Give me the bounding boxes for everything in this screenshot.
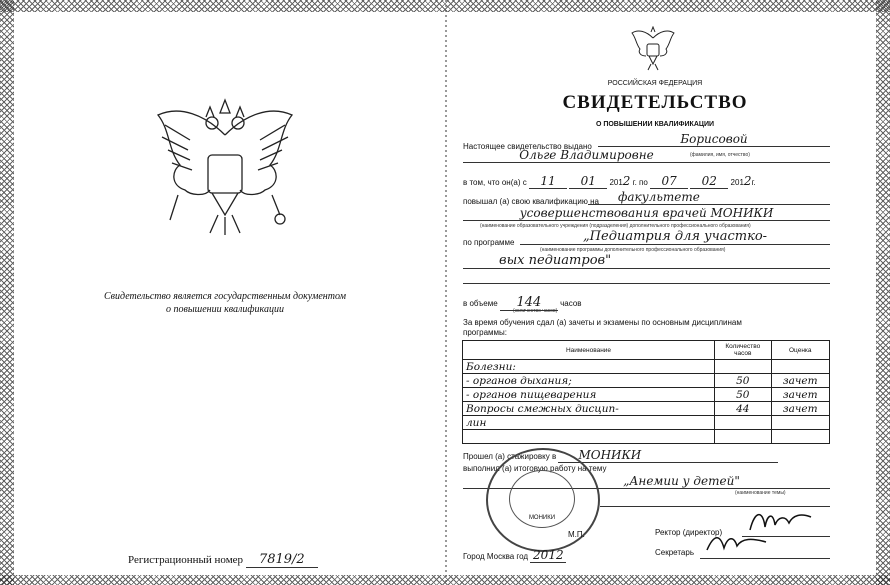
table-row bbox=[463, 416, 830, 430]
date-to-label: г. по bbox=[632, 178, 648, 187]
row-grade bbox=[771, 416, 829, 430]
dates-label: в том, что он(а) с bbox=[463, 178, 527, 187]
row-name: Болезни: bbox=[463, 360, 715, 374]
ornamental-border-right bbox=[876, 0, 890, 585]
header-grade: Оценка bbox=[771, 341, 829, 360]
page-fold bbox=[445, 0, 447, 585]
statement-line-1: Свидетельство является государственным документом bbox=[104, 291, 346, 302]
thesis-value: „Анемии у детей" bbox=[463, 474, 830, 489]
row-name: лин bbox=[463, 416, 715, 430]
registration-number: 7819/2 bbox=[246, 552, 318, 568]
volume-label: в объеме bbox=[463, 299, 498, 308]
table-row bbox=[463, 388, 830, 402]
secretary-signature-icon bbox=[702, 528, 772, 558]
exams-text-line-1: За время обучения сдал (а) зачеты и экзамены по основным дисциплинам bbox=[463, 318, 742, 327]
faculty-line-2: усовершенствования врачей МОНИКИ bbox=[463, 206, 830, 221]
header-hours: Количество часов bbox=[715, 341, 771, 360]
program-hint: (наименование программы дополнительного профессионального образования) bbox=[540, 247, 726, 253]
row-name: Вопросы смежных дисцип- bbox=[463, 402, 715, 416]
exams-text-line-2: программы: bbox=[463, 328, 508, 337]
thesis-label: выполнил (а) итоговую работу на тему bbox=[463, 464, 607, 473]
blank-line bbox=[463, 282, 830, 284]
row-name: - органов пищеварения bbox=[463, 388, 715, 402]
row-grade: зачет bbox=[771, 402, 829, 416]
year-to: 2 bbox=[743, 174, 752, 188]
registration-label: Регистрационный номер bbox=[128, 554, 244, 566]
date-from-month: 01 bbox=[569, 174, 607, 189]
disciplines-table bbox=[462, 340, 830, 444]
table-header-row bbox=[463, 341, 830, 360]
date-from-day: 11 bbox=[529, 174, 567, 189]
stamp-text: МОНИКИ bbox=[528, 515, 556, 521]
table-row bbox=[463, 402, 830, 416]
city-year: 2012 bbox=[530, 548, 566, 563]
year-to-suffix: г. bbox=[751, 178, 756, 187]
header-name: Наименование bbox=[463, 341, 715, 360]
coat-of-arms-large-icon bbox=[150, 95, 300, 240]
statement-line-2: о повышении квалификации bbox=[166, 304, 284, 315]
mp-label: М.П. bbox=[568, 530, 585, 539]
row-hours: 50 bbox=[715, 374, 771, 388]
ornamental-border-left bbox=[0, 0, 14, 585]
row-name: - органов дыхания; bbox=[463, 374, 715, 388]
country-name: РОССИЙСКАЯ ФЕДЕРАЦИЯ bbox=[607, 80, 703, 87]
registration-row bbox=[128, 552, 318, 568]
faculty-line-1: факультете bbox=[588, 190, 830, 205]
row-hours bbox=[715, 360, 771, 374]
certificate-title: СВИДЕТЕЛЬСТВО bbox=[562, 92, 748, 113]
city-row bbox=[463, 548, 566, 563]
year-to-prefix: 201 bbox=[730, 178, 744, 187]
city-year-label: год bbox=[516, 552, 529, 561]
year-from: 2 bbox=[622, 174, 631, 188]
row-hours: 50 bbox=[715, 388, 771, 402]
issued-label: Настоящее свидетельство выдано bbox=[463, 142, 592, 151]
hours-label: часов bbox=[560, 299, 582, 308]
thesis-hint: (наименование темы) bbox=[735, 490, 786, 496]
table-row bbox=[463, 374, 830, 388]
internship-label: Прошел (а) стажировку в bbox=[463, 452, 557, 461]
certificate-subtitle: О ПОВЫШЕНИИ КВАЛИФИКАЦИИ bbox=[595, 121, 715, 128]
row-name bbox=[463, 430, 715, 444]
date-to-day: 07 bbox=[650, 174, 688, 189]
row-hours: 44 bbox=[715, 402, 771, 416]
table-row bbox=[463, 430, 830, 444]
row-hours bbox=[715, 416, 771, 430]
secretary-label: Секретарь bbox=[655, 548, 694, 557]
year-from-prefix: 201 bbox=[609, 178, 623, 187]
institution-hint: (наименование образовательного учреждения (подразделения) дополнительного профессионального образования) bbox=[480, 223, 751, 229]
dates-row bbox=[463, 174, 833, 189]
fio-hint: (фамилия, имя, отчество) bbox=[690, 152, 750, 158]
row-grade bbox=[771, 360, 829, 374]
city-label: Город Москва bbox=[463, 552, 515, 561]
volume-value: 144 bbox=[500, 295, 558, 311]
recipient-name: Ольге Владимировне bbox=[463, 148, 830, 163]
program-line-2: вых педиатров" bbox=[463, 253, 830, 269]
date-to-month: 02 bbox=[690, 174, 728, 189]
secretary-line bbox=[700, 557, 830, 559]
row-grade bbox=[771, 430, 829, 444]
program-label: по программе bbox=[463, 238, 515, 247]
row-hours bbox=[715, 430, 771, 444]
row-grade: зачет bbox=[771, 388, 829, 402]
improved-label: повышал (а) свою квалификацию на bbox=[463, 197, 599, 206]
row-grade: зачет bbox=[771, 374, 829, 388]
internship-value: МОНИКИ bbox=[558, 448, 778, 463]
table-row bbox=[463, 360, 830, 374]
program-line-1: „Педиатрия для участко- bbox=[520, 229, 830, 245]
coat-of-arms-small-icon bbox=[630, 26, 676, 72]
hours-hint: (количество часов) bbox=[513, 308, 558, 314]
rector-label: Ректор (директор) bbox=[655, 528, 723, 537]
recipient-surname: Борисовой bbox=[598, 132, 830, 147]
